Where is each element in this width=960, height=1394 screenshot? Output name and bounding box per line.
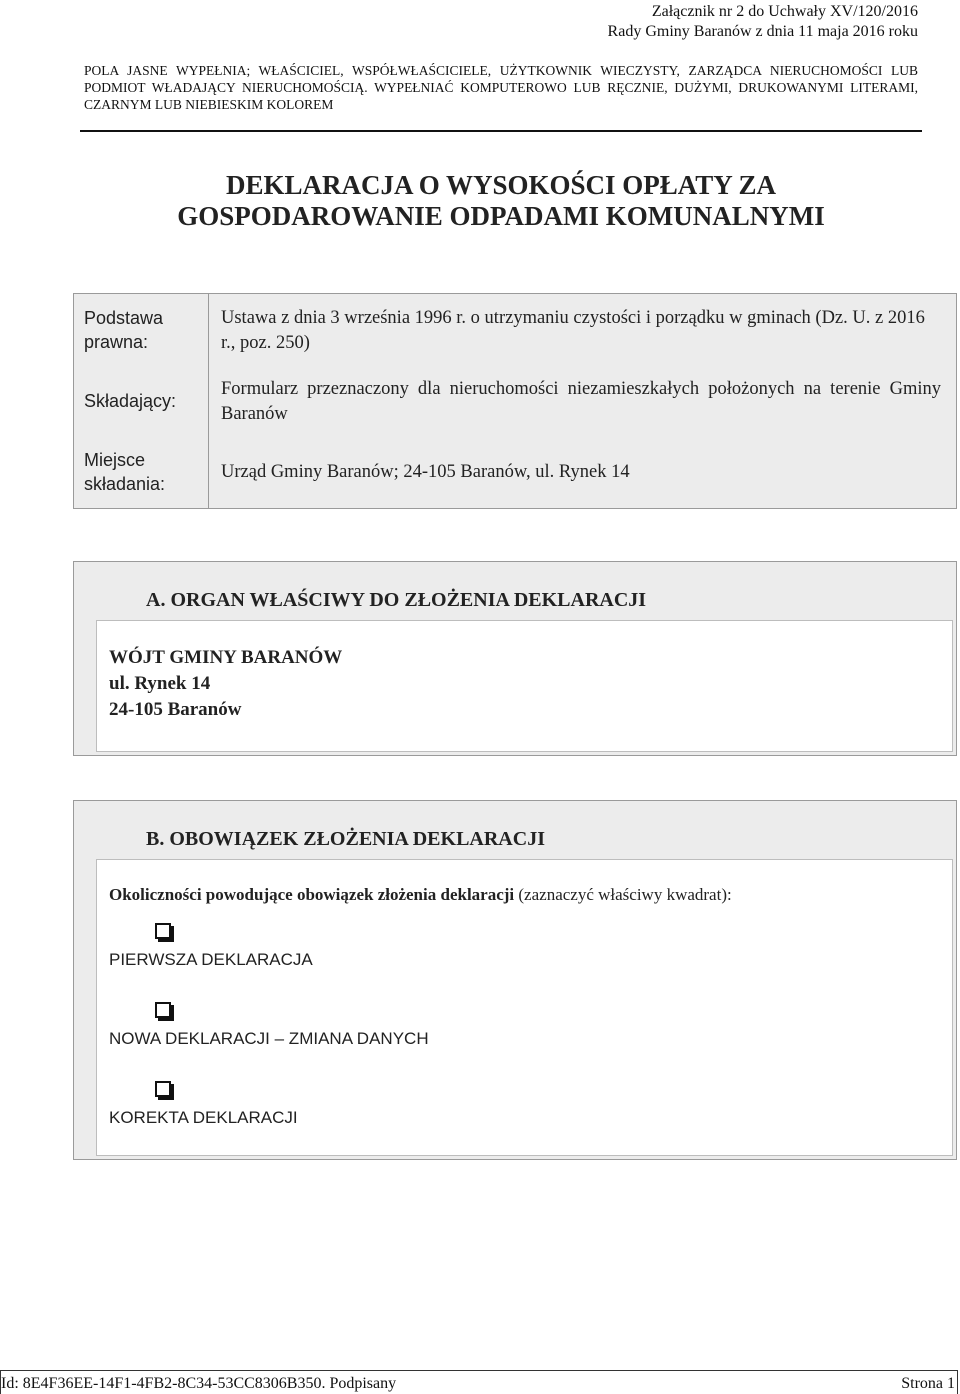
checkbox-correction[interactable] <box>155 1081 171 1097</box>
legal-basis-label-line-2: prawna: <box>84 332 149 352</box>
checkbox-first-declaration[interactable] <box>155 923 171 939</box>
filer-label: Składający: <box>84 391 177 411</box>
legal-basis-label <box>84 306 163 354</box>
place-label-line-1: Miejsce <box>84 450 146 470</box>
authority-street: ul. Rynek 14 <box>109 673 211 694</box>
annex-line-1: Załącznik nr 2 do Uchwały XV/120/2016 <box>651 3 918 20</box>
option-first-declaration: PIERWSZA DEKLARACJA <box>109 950 313 969</box>
title-line-1: DEKLARACJA O WYSOKOŚCI OPŁATY ZA <box>225 170 777 200</box>
place-label <box>84 448 165 496</box>
document-title <box>0 170 960 232</box>
section-b <box>73 800 957 1160</box>
option-correction: KOREKTA DEKLARACJI <box>109 1108 298 1127</box>
filling-instructions: POLA JASNE WYPEŁNIA; WŁAŚCICIEL, WSPÓŁWŁAŚCICIELE, UŻYTKOWNIK WIECZYSTY, ZARZĄDCA NIERUCHOMOŚCI LUB PODMIOT WŁADAJĄCY NIERUCHOMOŚCIĄ. WYPEŁNIAĆ KOMPUTEROWO LUB RĘCZNIE, DUŻYMI, DRUKOWANYMI LITERAMI, CZARNYM LUB NIEBIESKIM KOLOREM <box>84 63 918 112</box>
document-id: Id: 8E4F36EE-14F1-4FB2-8C34-53CC8306B350. Podpisany <box>1 1375 397 1392</box>
section-b-field <box>96 859 953 1156</box>
annex-line-2: Rady Gminy Baranów z dnia 11 maja 2016 roku <box>607 23 918 40</box>
place-label-line-2: składania: <box>84 474 166 494</box>
page-number: Strona 1 <box>901 1375 955 1392</box>
authority-address <box>109 645 342 723</box>
legal-basis-value: Ustawa z dnia 3 września 1996 r. o utrzymaniu czystości i porządku w gminach (Dz. U. z 2016 r., poz. 250) <box>221 308 925 353</box>
section-b-heading: B. OBOWIĄZEK ZŁOŻENIA DEKLARACJI <box>146 828 545 850</box>
checkbox-new-declaration[interactable] <box>155 1002 171 1018</box>
basis-panel <box>73 293 957 509</box>
place-value: Urząd Gminy Baranów; 24-105 Baranów, ul. Rynek 14 <box>221 462 630 482</box>
section-b-intro-note: (zaznaczyć właściwy kwadrat): <box>514 885 732 904</box>
title-line-2: GOSPODAROWANIE ODPADAMI KOMUNALNYMI <box>177 201 825 231</box>
section-a <box>73 561 957 756</box>
section-b-intro-bold: Okoliczności powodujące obowiązek złożenia deklaracji <box>109 885 515 904</box>
authority-city: 24-105 Baranów <box>109 699 242 720</box>
section-b-intro <box>109 884 732 906</box>
header-divider <box>80 130 922 132</box>
section-a-heading: A. ORGAN WŁAŚCIWY DO ZŁOŻENIA DEKLARACJI <box>146 589 647 611</box>
option-new-declaration: NOWA DEKLARACJI – ZMIANA DANYCH <box>109 1029 429 1048</box>
page-footer <box>0 1370 958 1394</box>
authority-name: WÓJT GMINY BARANÓW <box>109 647 343 668</box>
legal-basis-label-line-1: Podstawa <box>84 308 164 328</box>
filer-value: Formularz przeznaczony dla nieruchomości niezamieszkałych położonych na terenie Gminy Baranów <box>221 379 941 424</box>
section-a-field <box>96 620 953 752</box>
annex-header <box>608 2 918 42</box>
